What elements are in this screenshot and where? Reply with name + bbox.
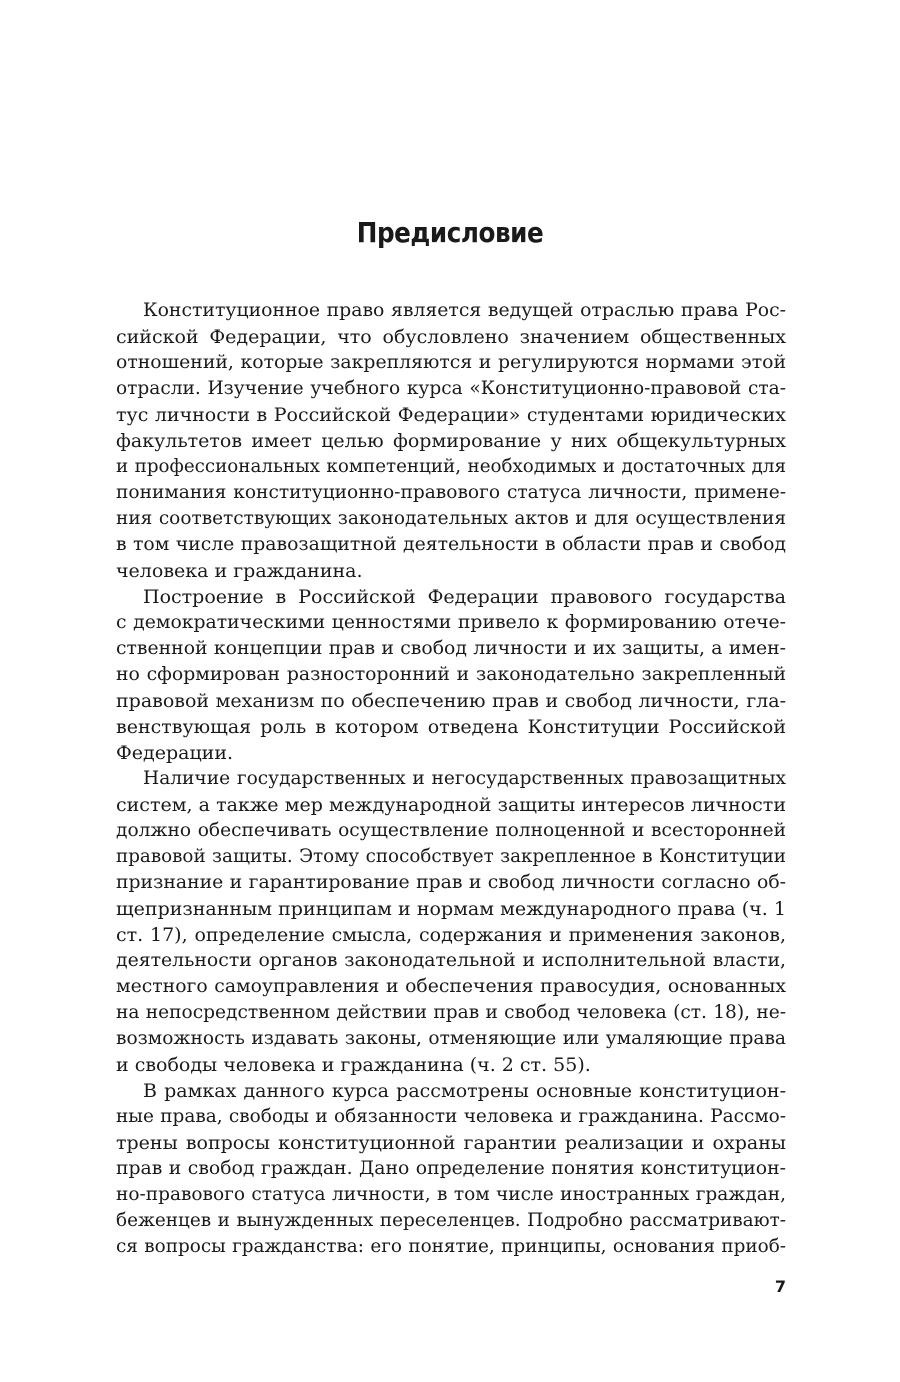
paragraph bbox=[116, 298, 786, 584]
text-line: Федерации. bbox=[116, 742, 234, 764]
text-line: ся вопросы гражданства: его понятие, принципы, основания приоб- bbox=[116, 1236, 786, 1257]
text-line: Наличие государственных и негосударственных правозащитных bbox=[143, 768, 786, 789]
text-line: В рамках данного курса рассмотрены основные конституцион- bbox=[143, 1080, 786, 1102]
paragraph bbox=[116, 766, 786, 1078]
text-line: деятельности органов законодательной и исполнительной власти, bbox=[116, 950, 786, 971]
text-line: возможность издавать законы, отменяющие или умаляющие права bbox=[116, 1028, 786, 1049]
text-line: отрасли. Изучение учебного курса «Конституционно-правовой ста- bbox=[116, 378, 786, 399]
text-line: правовой механизм по обеспечению прав и свобод личности, гла- bbox=[116, 690, 786, 712]
text-line: признание и гарантирование прав и свобод личности согласно об- bbox=[116, 872, 786, 893]
text-line: трены вопросы конституционной гарантии реализации и охраны bbox=[116, 1132, 786, 1154]
text-line: на непосредственном действии прав и свобод человека (ст. 18), не- bbox=[116, 1002, 786, 1023]
paragraph bbox=[116, 1078, 786, 1260]
text-line: правовой защиты. Этому способствует закрепленное в Конституции bbox=[116, 846, 786, 867]
text-line: систем, а также мер международной защиты интересов личности bbox=[116, 794, 786, 816]
text-line: понимания конституционно-правового статуса личности, примене- bbox=[116, 482, 786, 503]
text-line: должно обеспечивать осуществление полноценной и всесторонней bbox=[116, 820, 786, 841]
text-line: и профессиональных компетенций, необходимых и достаточных для bbox=[116, 456, 786, 477]
text-line: отношений, которые закрепляются и регулируются нормами этой bbox=[116, 352, 786, 373]
text-line: сийской Федерации, что обусловлено значением общественных bbox=[116, 326, 786, 348]
text-line: ния соответствующих законодательных актов и для осуществления bbox=[116, 508, 786, 529]
text-line: ст. 17), определение смысла, содержания и применения законов, bbox=[116, 924, 786, 946]
text-line: Построение в Российской Федерации правового государства bbox=[143, 586, 786, 608]
text-line: с демократическими ценностями привело к формированию отече- bbox=[116, 612, 786, 633]
text-line: венствующая роль в котором отведена Конституции Российской bbox=[116, 716, 786, 738]
text-line: местного самоуправления и обеспечения правосудия, основанных bbox=[116, 976, 786, 997]
text-line: факультетов имеет целью формирование у них общекультурных bbox=[116, 430, 786, 452]
text-line: ственной концепции прав и свобод личности и их защиты, а имен- bbox=[116, 638, 786, 659]
text-line: тус личности в Российской Федерации» студентами юридических bbox=[116, 404, 786, 426]
text-line: и свободы человека и гражданина (ч. 2 ст. 55). bbox=[116, 1054, 591, 1076]
page-title: Предисловие bbox=[356, 216, 544, 249]
text-line: но сформирован разносторонний и законодательно закрепленный bbox=[116, 664, 786, 685]
page-number: 7 bbox=[774, 1277, 786, 1296]
text-line: беженцев и вынужденных переселенцев. Подробно рассматривают- bbox=[116, 1210, 786, 1231]
text-line: человека и гражданина. bbox=[116, 560, 363, 582]
text-line: но-правового статуса личности, в том числе иностранных граждан, bbox=[116, 1184, 786, 1205]
paragraph bbox=[116, 584, 786, 766]
text-line: прав и свобод граждан. Дано определение понятия конституцион- bbox=[116, 1158, 786, 1179]
text-line: в том числе правозащитной деятельности в области прав и свобод bbox=[116, 534, 786, 555]
text-line: Конституционное право является ведущей отраслью права Рос- bbox=[143, 300, 786, 321]
body-text bbox=[116, 298, 786, 1260]
text-line: ные права, свободы и обязанности человека и гражданина. Рассмо- bbox=[116, 1106, 786, 1127]
text-line: щепризнанным принципам и нормам международного права (ч. 1 bbox=[116, 898, 786, 920]
